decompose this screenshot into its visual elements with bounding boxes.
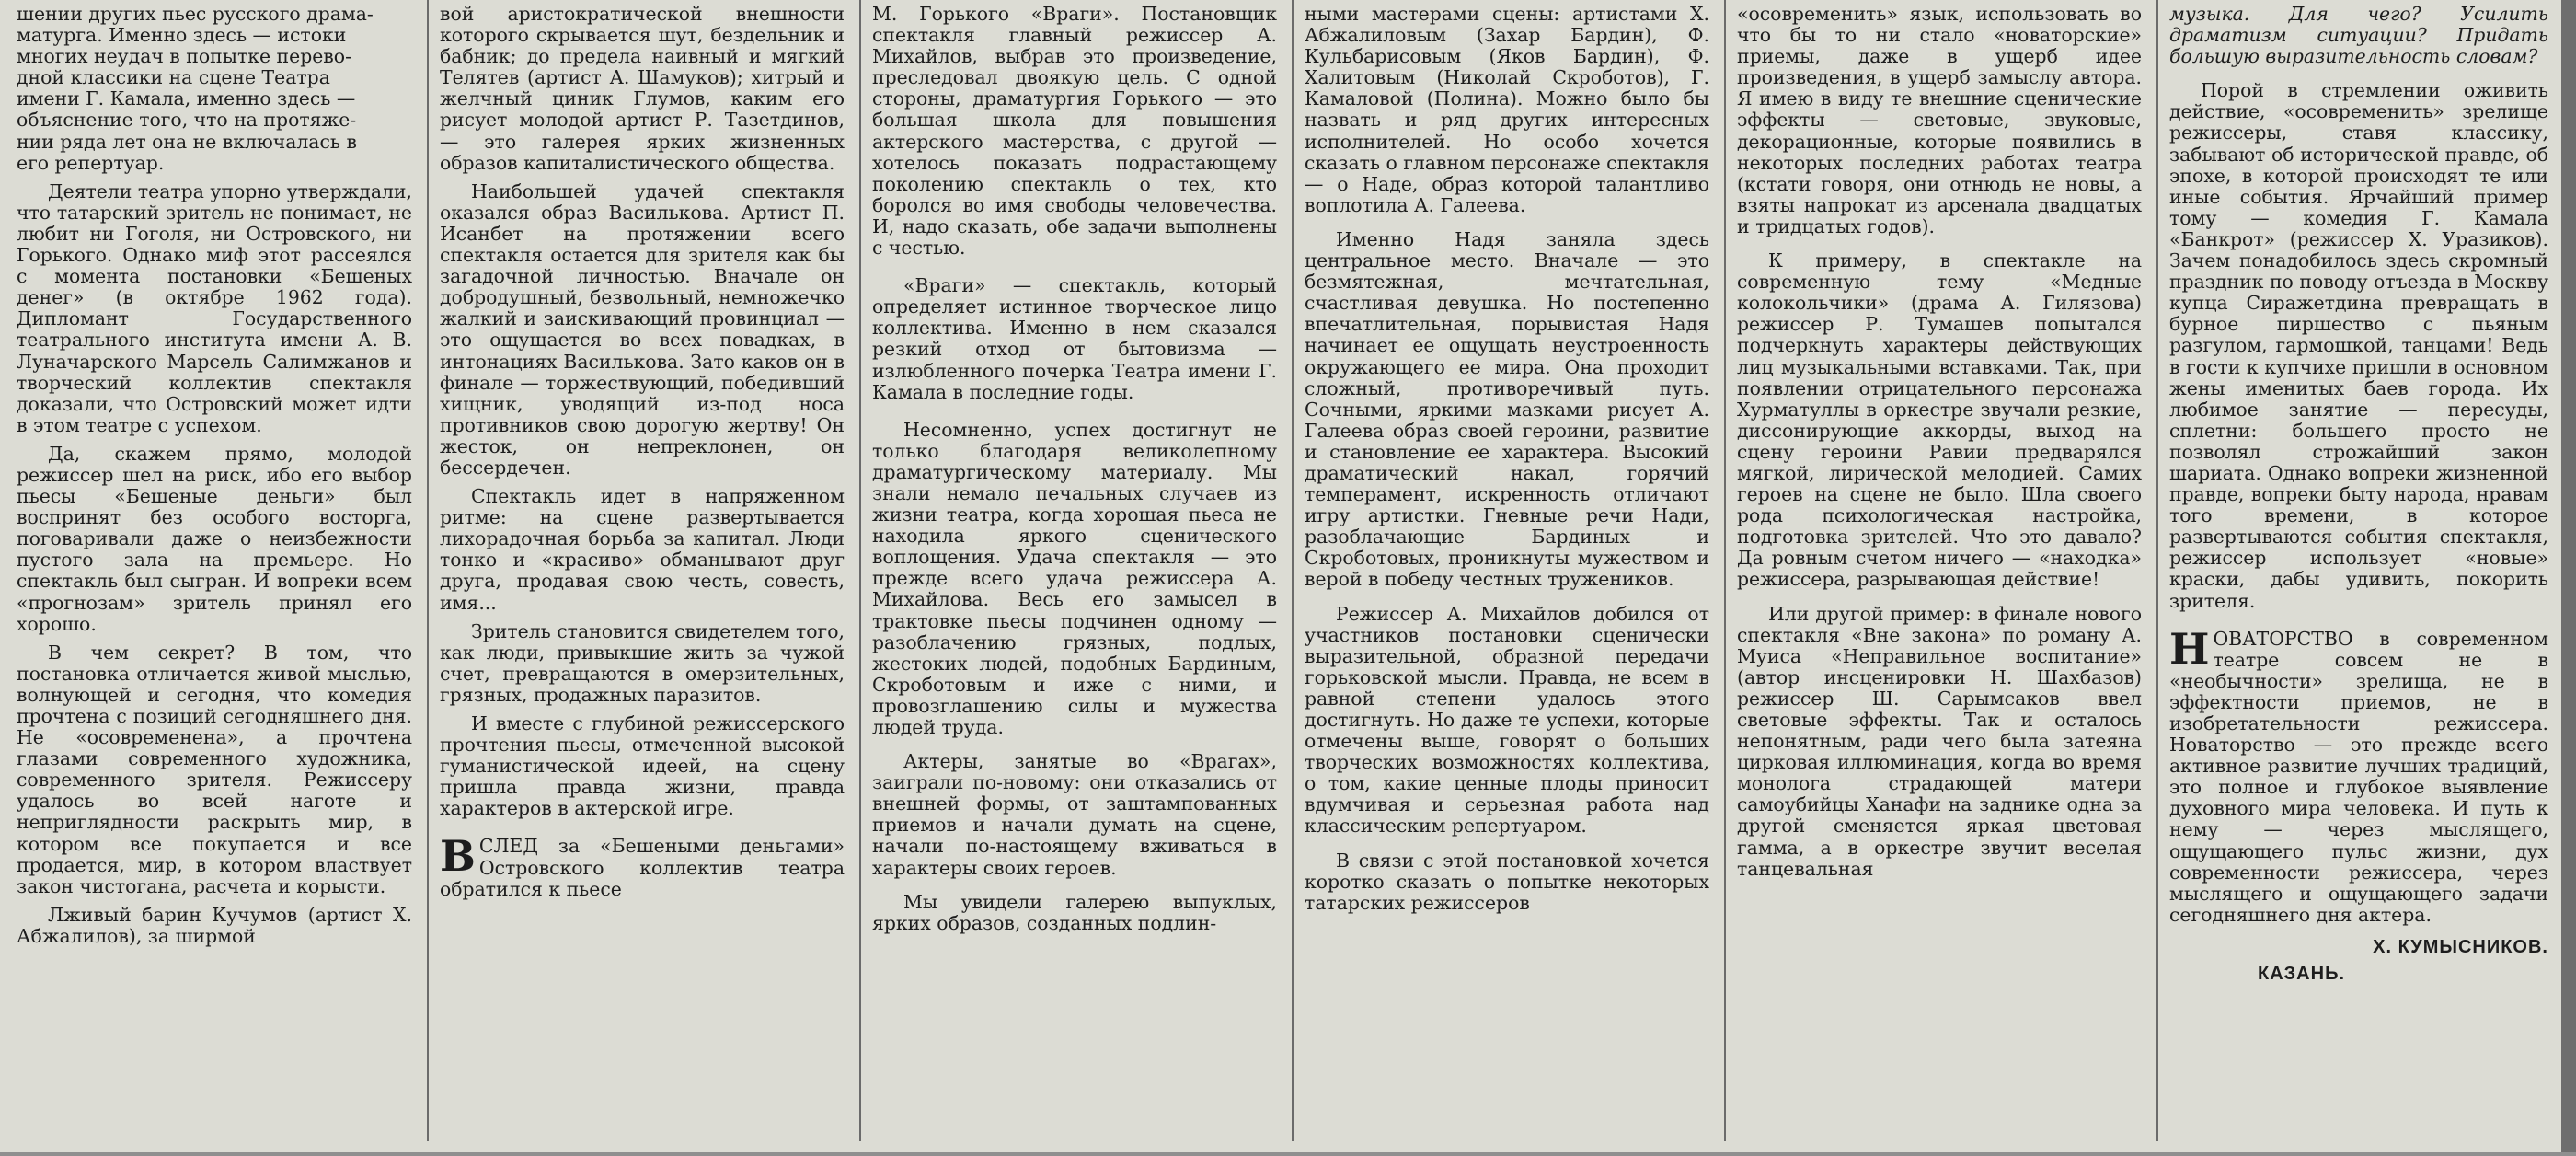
col3-paragraph-3: Несомненно, успех достигнут не только благодаря великолепному драматургическому материалу. Мы знали немало печальных случаев из жизни театра, когда хорошая пьеса не находила яркого сценического воплощения. Удача спектакля — это прежде всего удача режиссера А. Михайлова. Весь его замысел в трактовке пьесы подчинен одному — разоблачению грязных, подлых, жестоких людей, подобных Бардиным, Скроботовым и иже с ними, и провозглашению силы и мужества людей труда. <box>872 418 1277 738</box>
col2-paragraph-1: вой аристократической внешности которого скрывается шут, бездельник и бабник; до предела наивный и мягкий Телятев (артист А. Шамуков); хитрый и желчный циник Глумов, каким его рисует молодой артист Р. Тазетдинов, — это галерея ярких жизненных образов капиталистического общества. <box>440 4 845 174</box>
section-dropcap-paragraph <box>2169 623 2548 926</box>
drop-cap: В <box>440 831 476 882</box>
col2-paragraph-6: СЛЕД за «Бешеными деньгами» Островского коллектив театра обратился к пьесе <box>440 835 845 900</box>
article-column-6 <box>2169 4 2548 1156</box>
col1-paragraph-4: В чем секрет? В том, что постановка отличается живой мыслью, волнующей и сегодня, что комедия прочтена с позиций сегодняшнего дня. Не «осовременена», а прочтена глазами современного художника, современного зрителя. Режиссеру удалось во всей наготе и неприглядности раскрыть мир, в котором все покупается и все продается, мир, в котором властвует закон чистогана, расчета и корысти. <box>17 641 412 897</box>
article-column-2 <box>440 4 845 1156</box>
col4-paragraph-4: В связи с этой постановкой хочется коротко сказать о попытке некоторых татарских режиссеров <box>1305 849 1709 914</box>
col3-paragraph-2: «Враги» — спектакль, который определяет истинное творческое лицо коллектива. Именно в нем сказался резкий отход от бытовизма — излюбленного почерка Театра имени Г. Камала в последние годы. <box>872 274 1277 403</box>
col1-opening: шении других пьес русского драма- матурга. Именно здесь — истоки многих неудач в попытке перево- дной классики на сцене Театра имени Г. Камала, именно здесь — объяснение того, что на протяже- нии ряда лет она не включалась в его репертуар. <box>17 4 374 174</box>
section-dropcap-paragraph <box>440 831 845 900</box>
column-rule <box>2156 0 2158 1141</box>
drop-cap: Н <box>2169 623 2210 674</box>
column-rule <box>1292 0 1294 1141</box>
column-rule <box>1724 0 1726 1141</box>
article-column-1 <box>17 4 412 1156</box>
col2-paragraph-4: Зритель становится свидетелем того, как люди, привыкшие жить за чужой счет, превращаются в омерзительных, грязных, продажных паразитов. <box>440 619 845 706</box>
col3-paragraph-5: Мы увидели галерею выпуклых, ярких образов, созданных подлин- <box>872 890 1277 934</box>
col5-paragraph-2: К примеру, в спектакле на современную тему «Медные колокольчики» (драма А. Гилязова) режиссер Р. Тумашев попытался подчеркнуть характеры действующих лиц музыкальными вставками. Так, при появлении отрицательного персонажа Хурматуллы в оркестре звучали резкие, диссонирующие аккорды, выход на сцену героини Равии предварялся мягкой, лирической мелодией. Самих героев на сцене не было. Шла своего рода психологическая настройка, подготовка зрителей. Что это давало? Да ровным счетом ничего — «находка» режиссера, разрывающая действие! <box>1737 249 2142 591</box>
author-city: КАЗАНЬ. <box>2258 964 2345 985</box>
article-column-5 <box>1737 4 2142 1156</box>
col5-paragraph-1: «осовременить» язык, использовать во что бы то ни стало «новаторские» приемы, даже в ущерб идее произведения, в ущерб замыслу автора. Я имею в виду те внешние сценические эффекты — световые, звуковые, декорационные, которые появились в некоторых последних работах театра (кстати говоря, они отнюдь не новы, а взяты напрокат из арсенала двадцатых и тридцатых годов). <box>1737 4 2142 237</box>
col4-paragraph-1: ными мастерами сцены: артистами Х. Абжалиловым (Захар Бардин), Ф. Кульбарисовым (Яков Бардин), Ф. Халитовым (Николай Скроботов), Г. Камаловой (Полина). Можно было бы назвать и ряд других интересных исполнителей. Но особо хочется сказать о главном персонаже спектакля — о Наде, образ которой талантливо воплотила А. Галеева. <box>1305 4 1709 216</box>
column-rule <box>427 0 429 1141</box>
col2-paragraph-5: И вместе с глубиной режиссерского прочтения пьесы, отмеченной высокой гуманистической идеей, на сцену пришла правда жизни, правда характеров в актерской игре. <box>440 712 845 820</box>
col5-paragraph-3: Или другой пример: в финале нового спектакля «Вне закона» по роману А. Муиса «Неправильное воспитание» (автор инсценировки Н. Шахбазов) режиссер Ш. Сарымсаков ввел световые эффекты. Так и осталось непонятным, ради чего была затеяна цирковая иллюминация, когда во время монолога страдающей матери самоубийцы Ханафи на заднике одна за другой сменяется яркая цветовая гамма, а в оркестре звучит веселая танцевальная <box>1737 602 2142 880</box>
article-column-3 <box>872 4 1277 1156</box>
col4-paragraph-3: Режиссер А. Михайлов добился от участников постановки сценически выразительной, образной передачи горьковской мысли. Правда, не всем в равной степени удалось этого достигнуть. Но даже те успехи, которые отмечены выше, говорят о больших творческих возможностях коллектива, о том, какие ценные плоды приносит вдумчивая и серьезная работа над классическим репертуаром. <box>1305 602 1709 838</box>
col6-paragraph-2: Порой в стремлении оживить действие, «осовременить» зрелище режиссеры, ставя классику, забывают об исторической правде, об эпохе, в которой происходят те или иные события. Ярчайший пример тому — комедия Г. Камала «Банкрот» (режиссер Х. Уразиков). Зачем понадобилось здесь скромный праздник по поводу отъезда в Москву купца Сиражетдина превращать в бурное пиршество с пьяным разгулом, гармошкой, танцами! Ведь в гости к купчихе пришли в основном жены именитых баев города. Их любимое занятие — пересуды, сплетни: большего просто не позволял строжайший закон шариата. Однако вопреки жизненной правде, вопреки быту народа, нравам того времени, в которое развертываются события спектакля, режиссер использует «новые» краски, дабы удивить, покорить зрителя. <box>2169 79 2548 612</box>
col3-paragraph-4: Актеры, занятые во «Врагах», заиграли по-новому: они отказались от внешней формы, от заштампованных приемов и начали думать на сцене, начали по-настоящему вживаться в характеры своих героев. <box>872 750 1277 879</box>
background-edge <box>2561 0 2576 1152</box>
col6-paragraph-1: музыка. Для чего? Усилить драматизм ситуации? Придать большую выразительность словам? <box>2169 4 2548 68</box>
col2-paragraph-3: Спектакль идет в напряженном ритме: на сцене развертывается лихорадочная борьба за капитал. Люди тонко и «красиво» обманывают друг друга, продавая свою честь, совесть, имя... <box>440 485 845 614</box>
col2-paragraph-2: Наибольшей удачей спектакля оказался образ Василькова. Артист П. Исанбет на протяжении всего спектакля остается для зрителя как бы загадочной личностью. Вначале он добродушный, безвольный, немножечко жалкий и заискивающий провинциал — это ощущается во всех повадках, в интонациях Василькова. Зато каков он в финале — торжествующий, победивший хищник, уводящий из-под носа противников свою дорогую жертву! Он жесток, он непреклонен, он бессердечен. <box>440 179 845 479</box>
col6-paragraph-3: ОВАТОРСТВО в современном театре совсем не в «необычности» зрелища, не в эффектности приемов, не в изобретательности режиссера. Новаторство — это прежде всего активное развитие лучших традиций, это полное и глубокое выявление духовного мира человека. И путь к нему — через мыслящего, ощущающего пульс жизни, дух современности режиссера, через мыслящего и ощущающего задачи сегодняшнего дня актера. <box>2169 627 2548 926</box>
col1-paragraph-2: Деятели театра упорно утверждали, что татарский зритель не понимает, не любит ни Гоголя, ни Островского, ни Горького. Однако миф этот рассеялся с момента постановки «Бешеных денег» (в октябре 1962 года). Дипломант Государственного театрального института имени А. В. Луначарского Марсель Салимжанов и творческий коллектив спектакля доказали, что Островский может идти в этом театре с успехом. <box>17 179 412 436</box>
column-rule <box>859 0 861 1141</box>
col1-paragraph-3: Да, скажем прямо, молодой режиссер шел на риск, ибо его выбор пьесы «Бешеные деньги» был воспринят без особого восторга, поговаривали даже о неизбежности пустого зала на премьере. Но спектакль был сыгран. И вопреки всем «прогнозам» зритель принял его хорошо. <box>17 442 412 635</box>
author-signature: Х. КУМЫСНИКОВ. <box>2373 936 2548 957</box>
col3-paragraph-1: М. Горького «Враги». Постановщик спектакля главный режиссер А. Михайлов, выбрав это произведение, преследовал двоякую цель. С одной стороны, драматургия Горького — это большая школа для повышения актерского мастерства, с другой — хотелось показать подрастающему поколению спектакль о тех, кто боролся во имя свободы человечества. И, надо сказать, обе задачи выполнены с честью. <box>872 4 1277 260</box>
col1-paragraph-5: Лживый барин Кучумов (артист Х. Абжалилов), за ширмой <box>17 903 412 947</box>
article-column-4 <box>1305 4 1709 1156</box>
col4-paragraph-2: Именно Надя заняла здесь центральное место. Вначале — это безмятежная, мечтательная, счастливая девушка. Но постепенно впечатлительная, порывистая Надя начинает ее ощущать неустроенность окружающего ее мира. Она проходит сложный, противоречивый путь. Сочными, яркими мазками рисует А. Галеева образ своей героини, развитие и становление ее характера. Высокий драматический накал, горячий темперамент, искренность отличают игру артистки. Гневные речи Нади, разоблачающие Бардиных и Скроботовых, проникнуты мужеством и верой в победу честных тружеников. <box>1305 227 1709 591</box>
